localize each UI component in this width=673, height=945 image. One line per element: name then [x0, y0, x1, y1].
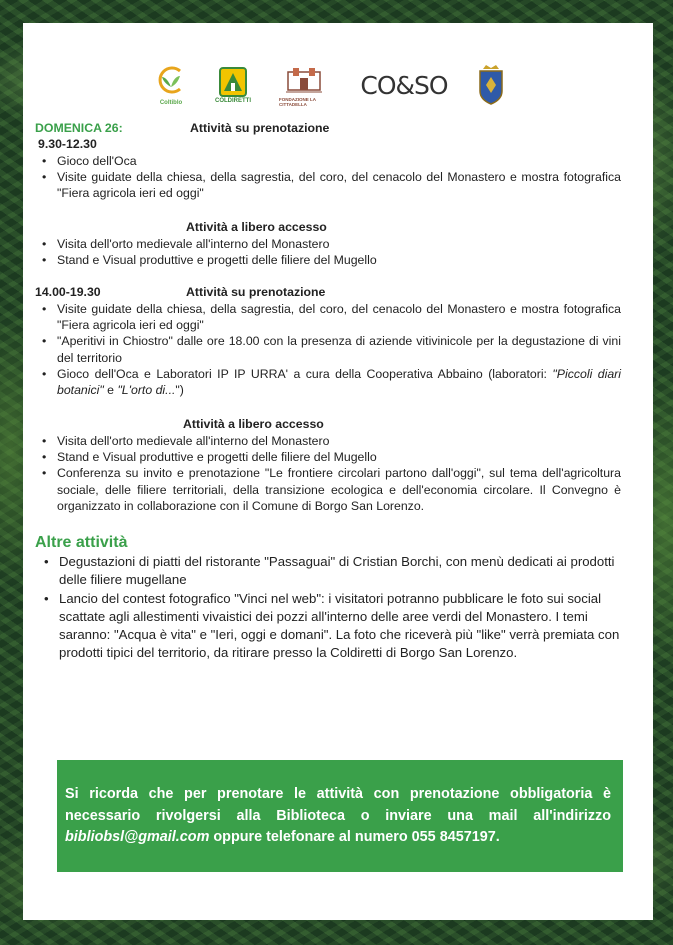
list-item: • Visita dell'orto medievale all'interno del Monastero: [35, 236, 621, 252]
game-item-text: "): [175, 383, 184, 398]
coso-logo: [359, 59, 449, 111]
afternoon-free-list: [35, 433, 621, 514]
booking-info-banner: [57, 760, 623, 872]
morning-time: 9.30-12.30: [38, 137, 97, 152]
coldiretti-caption: COLDIRETTI: [215, 97, 251, 104]
list-item: • Visite guidate della chiesa, della sagrestia, del coro, del cenacolo del Monastero e mostra fotografica "Fiera agricola ieri ed oggi": [35, 301, 621, 334]
coltiblo-caption: Coltiblo: [159, 99, 183, 106]
cittadella-icon: [284, 64, 324, 96]
list-item: • Stand e Visual produttive e progetti delle filiere del Mugello: [35, 449, 621, 465]
list-item: • Gioco dell'Oca: [35, 153, 621, 169]
coltiblo-icon: [156, 65, 186, 99]
afternoon-time: 14.00-19.30: [35, 285, 101, 300]
afternoon-free-heading: Attività a libero accesso: [183, 417, 324, 432]
list-item: • Visite guidate della chiesa, della sagrestia, del coro, del cenacolo del Monastero e mostra fotografica "Fiera agricola ieri ed oggi": [35, 169, 621, 202]
day-header-row: [35, 120, 621, 136]
list-item: [35, 366, 621, 399]
morning-booking-heading: Attività su prenotazione: [190, 121, 330, 135]
morning-booking-list: [35, 153, 621, 202]
morning-free-list: [35, 236, 621, 269]
afternoon-booking-list: [35, 301, 621, 399]
game-item-italic: "Piccoli diari botanici": [57, 366, 622, 398]
coldiretti-icon: [219, 67, 247, 97]
altre-heading: Altre attività: [35, 534, 128, 552]
altre-list: [35, 553, 621, 662]
crest-icon: [477, 65, 505, 105]
afternoon-header-row: [35, 284, 621, 300]
comune-crest-logo: [471, 59, 511, 111]
list-item: • Visita dell'orto medievale all'interno del Monastero: [35, 433, 621, 449]
game-item-text: Gioco dell'Oca e Laboratori IP IP URRA' a cura della Cooperativa Abbaino (laboratori:: [57, 366, 553, 381]
afternoon-booking-heading: Attività su prenotazione: [186, 285, 326, 300]
list-item: • Lancio del contest fotografico "Vinci nel web": i visitatori potranno pubblicare le foto sui social scattate agli allestimenti vivaistici dei pozzi all'interno delle aree verdi del Monastero. I temi saranno: "Acqua è vita" e "Ieri, oggi e domani". La foto che riceverà più "like" verrà premiata con prodotti tipici del territorio, da ritirare presso la Coldiretti di Borgo San Lorenzo.: [35, 590, 621, 663]
banner-text: oppure telefonare al numero 055 8457197.: [209, 829, 500, 845]
list-item: • Stand e Visual produttive e progetti delle filiere del Mugello: [35, 252, 621, 268]
flyer-page: [23, 23, 653, 920]
banner-email-link[interactable]: bibliobsl@gmail.com: [65, 829, 210, 845]
day-label: DOMENICA 26:: [35, 121, 123, 135]
list-item: • Conferenza su invito e prenotazione "Le frontiere circolari partono dall'oggi", sul tema dell'agricoltura sociale, delle filiere territoriali, della transizione ecologica e dell'economia circolare. Il Convegno è organizzato in collaborazione con il Comune di Borgo San Lorenzo.: [35, 465, 621, 514]
banner-text: Si ricorda che per prenotare le attività con prenotazione obbligatoria è necessario rivolgersi alla Biblioteca o inviare una mail all'indirizzo: [65, 786, 611, 824]
program-content: [35, 120, 621, 662]
coso-wordmark: CO&SO: [360, 70, 448, 100]
list-item: • Degustazioni di piatti del ristorante "Passaguai" di Cristian Borchi, con menù dedicati ai prodotti delle filiere mugellane: [35, 553, 621, 589]
game-item-italic: "L'orto di...: [117, 383, 176, 398]
list-item: • "Aperitivi in Chiostro" dalle ore 18.00 con la presenza di aziende vitivinicole per la degustazione di vini del territorio: [35, 333, 621, 366]
logo-bar: [23, 59, 653, 111]
coltiblo-logo: [151, 59, 191, 111]
fondazione-caption: FONDAZIONE LA CITTADELLA: [279, 96, 316, 107]
fondazione-logo: [279, 59, 329, 111]
game-item-text: e: [103, 383, 118, 398]
coldiretti-logo: [215, 59, 251, 111]
morning-free-heading: Attività a libero accesso: [186, 220, 327, 235]
